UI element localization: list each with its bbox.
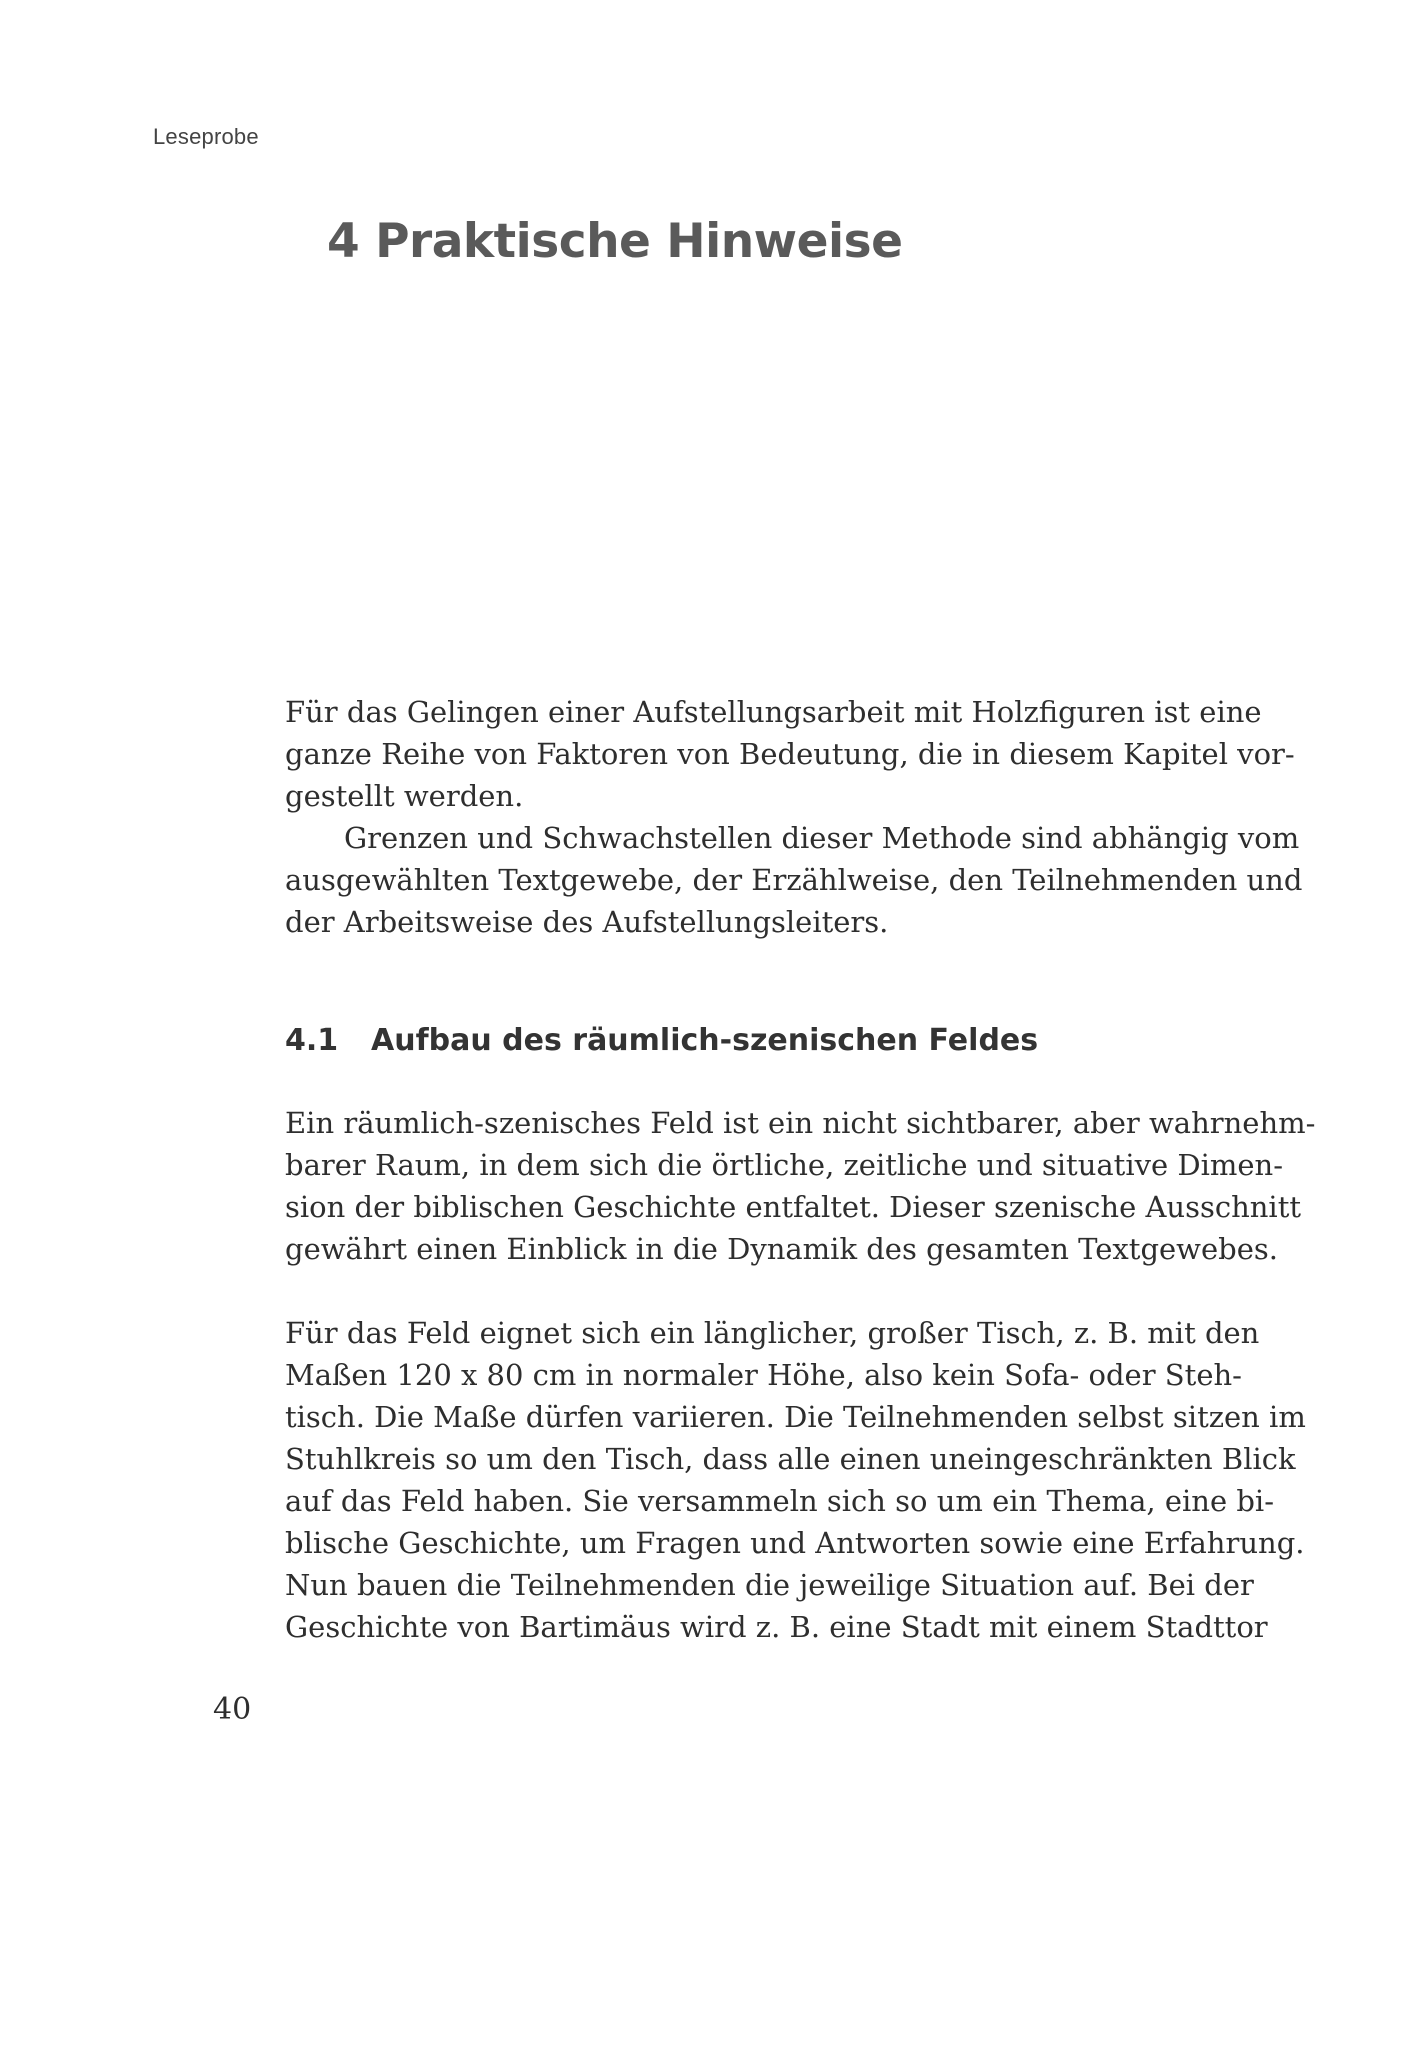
paragraph-1 (285, 1102, 1316, 1270)
text-line: sion der biblischen Geschichte entfaltet. Dieser szenische Ausschnitt (285, 1190, 1302, 1224)
section-number: 4.1 (285, 1023, 339, 1058)
text-line: Für das Feld eignet sich ein länglicher, großer Tisch, z. B. mit den (285, 1316, 1260, 1350)
text-line: gestellt werden. (285, 779, 524, 813)
text-line: ganze Reihe von Faktoren von Bedeutung, die in diesem Kapitel vor- (285, 737, 1295, 771)
page-number: 40 (213, 1692, 252, 1727)
intro-paragraph (285, 691, 1303, 943)
text-line: gewährt einen Einblick in die Dynamik des gesamten Textgewebes. (285, 1232, 1278, 1266)
text-line: auf das Feld haben. Sie versammeln sich so um ein Thema, eine bi- (285, 1484, 1274, 1518)
text-line: tisch. Die Maße dürfen variieren. Die Teilnehmenden selbst sitzen im (285, 1400, 1306, 1434)
chapter-title: 4 Praktische Hinweise (327, 214, 903, 269)
text-line: Nun bauen die Teilnehmenden die jeweilige Situation auf. Bei der (285, 1568, 1254, 1602)
text-line: Stuhlkreis so um den Tisch, dass alle einen uneingeschränkten Blick (285, 1442, 1296, 1476)
text-line: Grenzen und Schwachstellen dieser Methode sind abhängig vom (344, 821, 1300, 855)
section-title: Aufbau des räumlich-szenischen Feldes (371, 1023, 1039, 1058)
section-heading (285, 1023, 1038, 1058)
text-line: ausgewählten Textgewebe, der Erzählweise, den Teilnehmenden und (285, 863, 1303, 897)
text-line: Geschichte von Bartimäus wird z. B. eine Stadt mit einem Stadttor (285, 1610, 1268, 1644)
text-line: blische Geschichte, um Fragen und Antworten sowie eine Erfahrung. (285, 1526, 1305, 1560)
text-line: Ein räumlich-szenisches Feld ist ein nicht sichtbarer, aber wahrnehm- (285, 1106, 1316, 1140)
paragraph-2 (285, 1312, 1306, 1648)
text-line: Maßen 120 x 80 cm in normaler Höhe, also kein Sofa- oder Steh- (285, 1358, 1242, 1392)
running-head: Leseprobe (153, 124, 259, 149)
text-line: barer Raum, in dem sich die örtliche, zeitliche und situative Dimen- (285, 1148, 1284, 1182)
text-line: Für das Gelingen einer Aufstellungsarbeit mit Holzfiguren ist eine (285, 695, 1262, 729)
text-line: der Arbeitsweise des Aufstellungsleiters. (285, 905, 889, 939)
